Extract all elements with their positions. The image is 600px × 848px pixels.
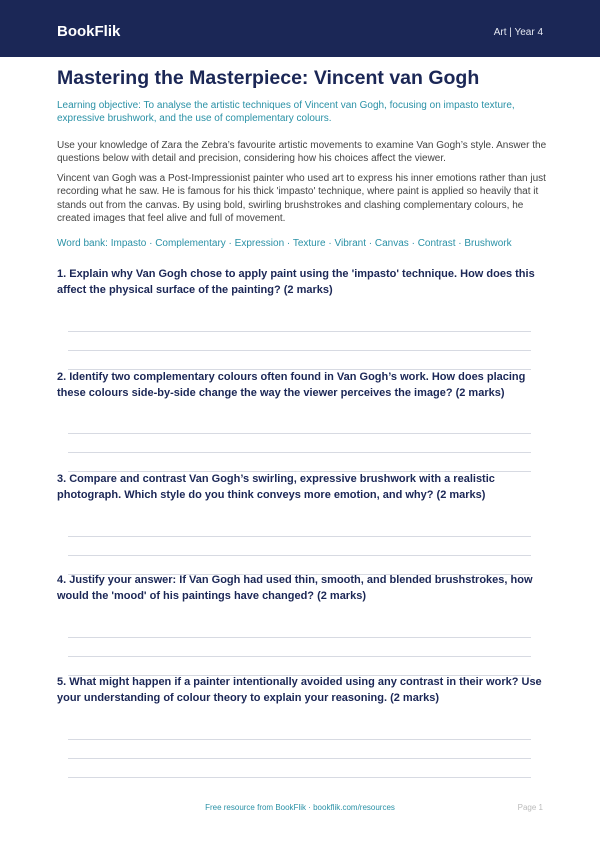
answer-line[interactable] [68, 350, 531, 351]
answer-line[interactable] [68, 331, 531, 332]
answer-line[interactable] [68, 739, 531, 740]
word-bank: Word bank: Impasto · Complementary · Expression · Texture · Vibrant · Canvas · Contrast · Brushwork [57, 238, 512, 249]
answer-line[interactable] [68, 433, 531, 434]
instructions: Use your knowledge of Zara the Zebra’s favourite artistic movements to examine Van Gogh’s style. Answer the questions below with detail and precision, considering how his choices affect the viewer. [57, 140, 547, 165]
question-2: 2. Identify two complementary colours often found in Van Gogh’s work. How does placing these colours side-by-side change the way the viewer perceives the image? (2 marks) [57, 371, 526, 399]
answer-line[interactable] [68, 777, 531, 778]
answer-line[interactable] [68, 452, 531, 453]
page-title: Mastering the Masterpiece: Vincent van Gogh [57, 67, 480, 89]
subject-year: Art | Year 4 [493, 27, 543, 38]
question-3: 3. Compare and contrast Van Gogh’s swirling, expressive brushwork with a realistic photograph. Which style do you think conveys more emotion, and why? (2 marks) [57, 473, 495, 501]
header-bar [0, 0, 600, 57]
brand-logo[interactable]: BookFlik [57, 23, 121, 40]
answer-line[interactable] [68, 656, 531, 657]
answer-line[interactable] [68, 536, 531, 537]
question-5: 5. What might happen if a painter intentionally avoided using any contrast in their work? Use your understanding of colour theory to explain your reasoning. (2 marks) [57, 676, 542, 704]
context-paragraph: Vincent van Gogh was a Post-Impressionist painter who used art to express his inner emotions rather than just recording what he saw. He is famous for his thick 'impasto' technique, where paint is applied so heavily that it stands out from the canvas. By using bold, swirling brushstrokes and clashing complementary colours, he created images that feel alive and full of movement. [57, 173, 546, 224]
answer-line[interactable] [68, 637, 531, 638]
footer-text[interactable]: Free resource from BookFlik · bookflik.com/resources [205, 803, 395, 812]
question-1: 1. Explain why Van Gogh chose to apply paint using the 'impasto' technique. How does this affect the physical surface of the painting? (2 marks) [57, 268, 535, 296]
learning-objective: Learning objective: To analyse the artistic techniques of Vincent van Gogh, focusing on impasto texture, expressive brushwork, and the use of complementary colours. [57, 100, 515, 125]
answer-line[interactable] [68, 555, 531, 556]
page-number: Page 1 [517, 803, 543, 812]
answer-line[interactable] [68, 758, 531, 759]
question-4: 4. Justify your answer: If Van Gogh had used thin, smooth, and blended brushstrokes, how would the 'mood' of his paintings have changed? (2 marks) [57, 574, 533, 602]
